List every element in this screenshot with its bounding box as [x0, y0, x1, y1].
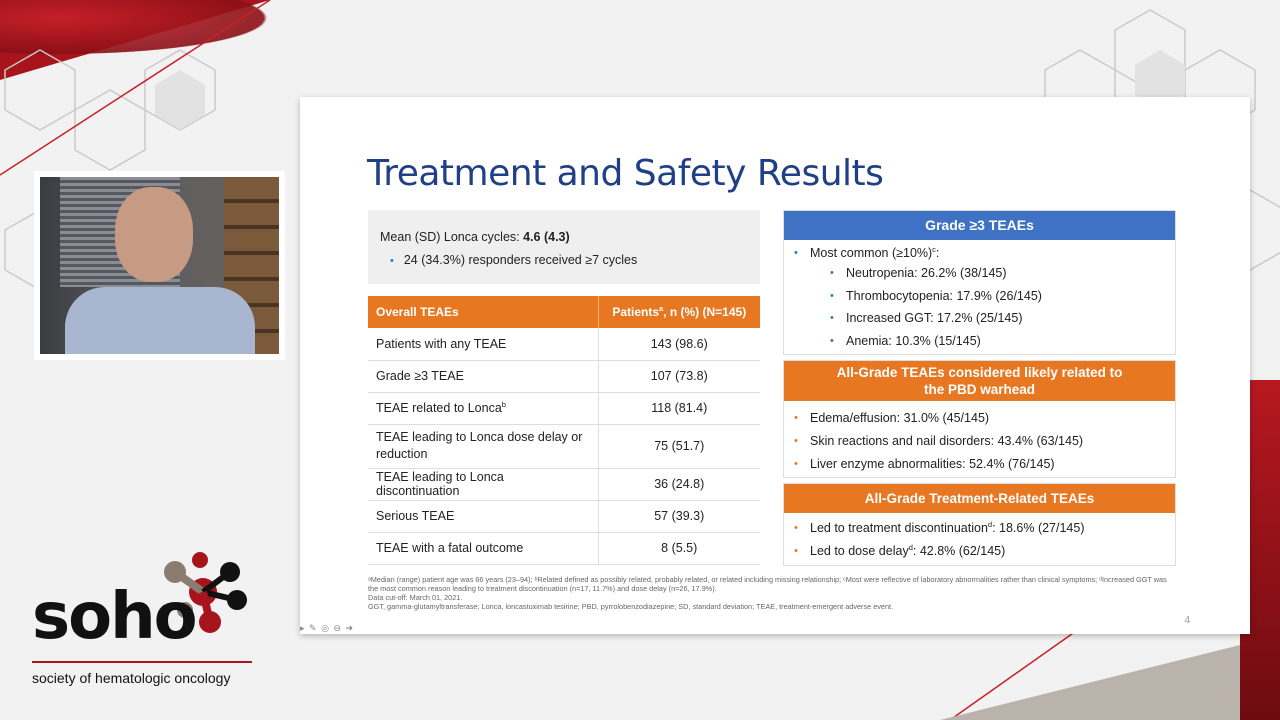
grade3-sublist [784, 262, 1175, 352]
pen-icon[interactable]: ✎ [309, 623, 318, 633]
row-label: Patients with any TEAE [368, 328, 598, 360]
speaker-body [65, 287, 255, 354]
grade3-item: Thrombocytopenia: 17.9% (26/145) [846, 288, 1042, 303]
mean-cycles-box [368, 210, 760, 284]
table-row [368, 360, 760, 392]
treatment-list [784, 517, 1175, 563]
bullet-dot-icon: • [794, 545, 798, 557]
presentation-slide [300, 97, 1250, 634]
row-value: 36 (24.8) [598, 468, 760, 500]
grade3-lead-sup: c [932, 244, 936, 254]
bullet-dot-icon: • [830, 289, 834, 302]
treatment-item-prefix: Led to dose delay [810, 544, 909, 558]
overall-teae-table [368, 296, 760, 565]
list-item [784, 307, 1175, 330]
row-value: 143 (98.6) [598, 328, 760, 360]
bullet-dot-icon: • [794, 412, 798, 424]
table-header-row [368, 296, 760, 328]
row-value: 107 (73.8) [598, 360, 760, 392]
grade3-item: Increased GGT: 17.2% (25/145) [846, 311, 1023, 325]
logo-divider [32, 661, 252, 663]
bullet-dot-icon: • [794, 435, 798, 447]
list-item [784, 330, 1175, 353]
grade3-lead: Most common (≥10%) [810, 246, 933, 260]
logo-wordmark: soho [32, 580, 196, 654]
pbd-title-line2: the PBD warhead [923, 382, 1036, 397]
pbd-list [784, 407, 1175, 476]
header-patients-label: Patients [612, 305, 659, 319]
page-number: 4 [1184, 615, 1190, 626]
row-label: TEAE leading to Lonca dose delay or reduction [368, 424, 598, 468]
list-item [784, 517, 1175, 540]
pbd-panel-title [784, 361, 1175, 401]
bullet-dot-icon: • [794, 247, 798, 259]
list-item [784, 244, 1175, 262]
treatment-item-suffix: : 18.6% (27/145) [992, 521, 1085, 535]
table-row [368, 328, 760, 360]
table-row [368, 532, 760, 564]
next-icon[interactable]: ➜ [345, 623, 355, 633]
bullet-dot-icon: • [390, 255, 394, 267]
row-label: TEAE with a fatal outcome [368, 532, 598, 564]
row-value: 118 (81.4) [598, 392, 760, 424]
grade3-item: Anemia: 10.3% (15/145) [846, 333, 981, 348]
pbd-item: Edema/effusion: 31.0% (45/145) [810, 411, 990, 425]
background-grey-wedge [940, 645, 1240, 720]
speaker-video [40, 177, 279, 354]
table-row [368, 392, 760, 424]
bullet-dot-icon: • [794, 522, 798, 534]
header-sup: a [659, 304, 664, 313]
responders-bullet [380, 253, 748, 267]
row-label: Grade ≥3 TEAE [368, 360, 598, 392]
list-item [784, 430, 1175, 453]
bullet-dot-icon: • [830, 267, 834, 279]
slide-footnotes [368, 575, 1168, 611]
row-label: TEAE leading to Lonca discontinuation [368, 468, 598, 500]
list-item [784, 540, 1175, 563]
treatment-item-prefix: Led to treatment discontinuation [810, 521, 988, 535]
grade3-item: Neutropenia: 26.2% (38/145) [846, 266, 1007, 280]
treatment-item-sup: d [987, 519, 993, 529]
table-row [368, 468, 760, 500]
list-item [784, 262, 1175, 285]
list-item [784, 407, 1175, 430]
table-row [368, 424, 760, 468]
bullet-dot-icon: • [794, 458, 798, 470]
mean-cycles-line [380, 230, 748, 244]
footnote: Data cut-off: March 01, 2021. [368, 593, 463, 602]
mean-cycles-value: 4.6 (4.3) [523, 230, 570, 244]
footnote: ᵃMedian (range) patient age was 66 years (23–94); ᵇRelated defined as possibly related, probably related, or related including missing relationship; ᶜMost were reflective of laboratory abnormalities rather than clinical symptoms; ᵈIncreased GGT was the most common reason leading to treatment discontinuation (n=17, 11.7%) and dose delay (n=26, 17.9%). [368, 575, 1167, 593]
table-row [368, 500, 760, 532]
pbd-warhead-panel [783, 360, 1176, 478]
treatment-item-sup: d [908, 542, 913, 552]
treatment-panel-title: All-Grade Treatment-Related TEAEs [784, 484, 1175, 513]
pbd-item: Liver enzyme abnormalities: 52.4% (76/145) [810, 457, 1055, 471]
webcam-video [34, 171, 285, 360]
bullet-dot-icon: • [830, 312, 834, 324]
list-item [784, 453, 1175, 476]
treatment-related-panel [783, 483, 1176, 566]
logo-subtitle: society of hematologic oncology [32, 670, 231, 686]
pbd-item: Skin reactions and nail disorders: 43.4% (63/145) [810, 434, 1084, 448]
responders-text: 24 (34.3%) responders received ≥7 cycles [403, 253, 638, 267]
grade3-panel-title: Grade ≥3 TEAEs [784, 211, 1175, 240]
slide-title: Treatment and Safety Results [367, 153, 884, 194]
mean-cycles-label: Mean (SD) Lonca cycles: [380, 230, 524, 244]
row-value: 8 (5.5) [598, 532, 760, 564]
grade3-lead-suffix: : [935, 246, 940, 260]
list-item [784, 285, 1175, 308]
row-value: 75 (51.7) [598, 424, 760, 468]
grade3-list [784, 244, 1175, 262]
row-label-cell [368, 392, 598, 424]
pbd-title-line1: All-Grade TEAEs considered likely related to [836, 365, 1123, 380]
header-patients-n: , n (%) (N=145) [663, 305, 747, 319]
row-label: Serious TEAE [368, 500, 598, 532]
slide-toolbar[interactable] [300, 623, 354, 634]
row-sup: b [501, 399, 506, 409]
more-icon[interactable]: ⊖ [333, 623, 343, 633]
treatment-item-suffix: : 42.8% (62/145) [912, 544, 1006, 558]
row-label: TEAE related to Lonca [376, 401, 502, 415]
table-header-teae: Overall TEAEs [368, 296, 598, 328]
footnote: GGT, gamma-glutamyltransferase; Lonca, loncastuximab tesirine; PBD, pyrrolobenzodiazepine; SD, standard deviation; TEAE, treatment-emergent adverse event. [368, 602, 894, 611]
pointer-icon[interactable]: ▸ [300, 623, 306, 633]
zoom-icon[interactable]: ◎ [321, 623, 330, 633]
bullet-dot-icon: • [830, 334, 834, 347]
row-value: 57 (39.3) [598, 500, 760, 532]
soho-logo [30, 550, 260, 700]
table-header-patients [598, 296, 760, 328]
grade3-teae-panel [783, 210, 1176, 355]
speaker-head [115, 187, 193, 282]
